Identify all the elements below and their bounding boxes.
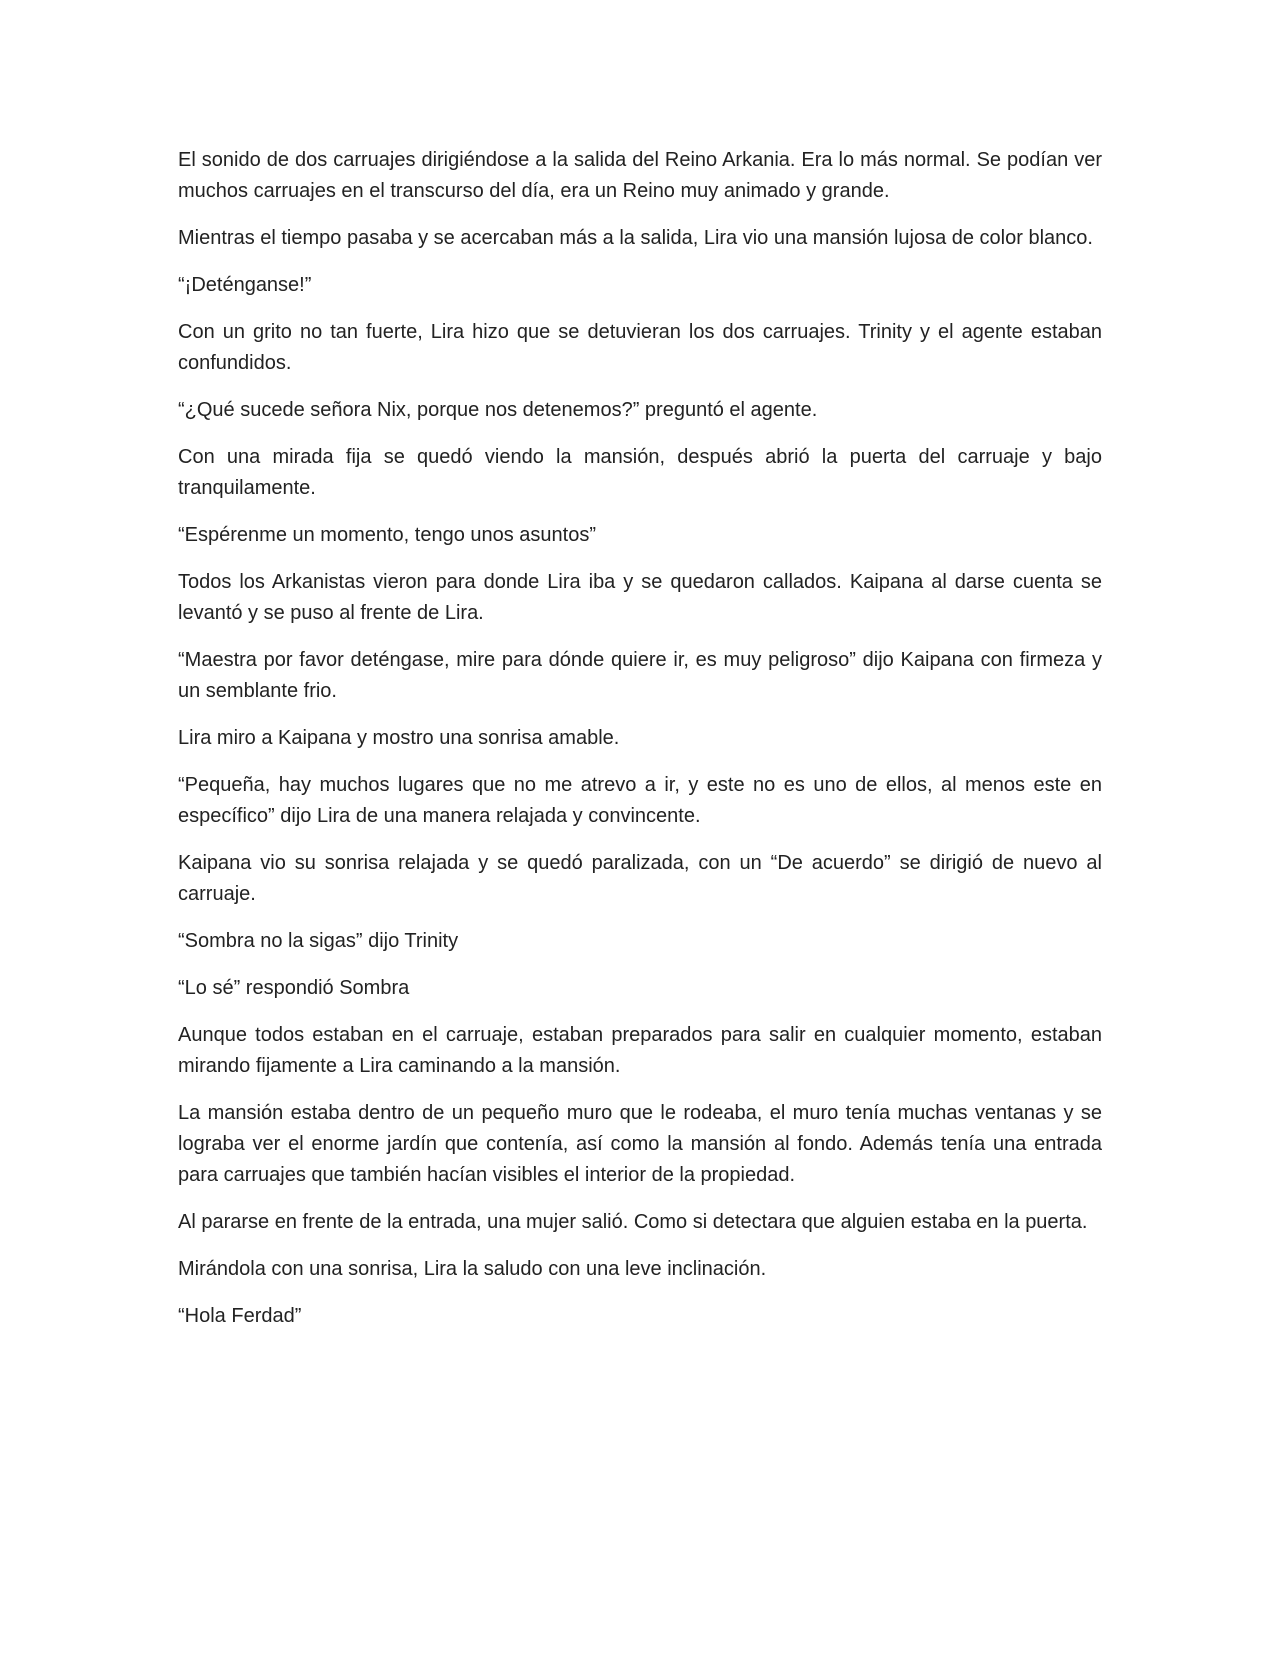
paragraph: La mansión estaba dentro de un pequeño muro que le rodeaba, el muro tenía muchas ventanas y se lograba ver el enorme jardín que contenía, así como la mansión al fondo. Además tenía una entrada para carruajes que también hacían visibles el interior de la propiedad. (178, 1102, 1102, 1186)
paragraph: Todos los Arkanistas vieron para donde Lira iba y se quedaron callados. Kaipana al darse cuenta se levantó y se puso al frente de Lira. (178, 571, 1102, 624)
paragraph: “Maestra por favor deténgase, mire para dónde quiere ir, es muy peligroso” dijo Kaipana con firmeza y un semblante frio. (178, 649, 1102, 702)
paragraph: Con un grito no tan fuerte, Lira hizo que se detuvieran los dos carruajes. Trinity y el agente estaban confundidos. (178, 321, 1102, 374)
paragraph: Lira miro a Kaipana y mostro una sonrisa amable. (178, 727, 620, 749)
paragraph: Kaipana vio su sonrisa relajada y se quedó paralizada, con un “De acuerdo” se dirigió de nuevo al carruaje. (178, 852, 1102, 905)
paragraph: Al pararse en frente de la entrada, una mujer salió. Como si detectara que alguien estaba en la puerta. (178, 1211, 1088, 1233)
paragraph: Aunque todos estaban en el carruaje, estaban preparados para salir en cualquier momento, estaban mirando fijamente a Lira caminando a la mansión. (178, 1024, 1102, 1077)
paragraph: Mientras el tiempo pasaba y se acercaban más a la salida, Lira vio una mansión lujosa de color blanco. (178, 227, 1093, 249)
document-page (178, 145, 1102, 1348)
paragraph: Con una mirada fija se quedó viendo la mansión, después abrió la puerta del carruaje y bajo tranquilamente. (178, 446, 1102, 499)
paragraph: El sonido de dos carruajes dirigiéndose a la salida del Reino Arkania. Era lo más normal. Se podían ver muchos carruajes en el transcurso del día, era un Reino muy animado y grande. (178, 149, 1102, 202)
paragraph: “¿Qué sucede señora Nix, porque nos detenemos?” preguntó el agente. (178, 399, 818, 421)
paragraph: “Espérenme un momento, tengo unos asuntos” (178, 524, 597, 546)
paragraph: “¡Deténganse!” (178, 274, 312, 296)
paragraph: “Hola Ferdad” (178, 1305, 302, 1327)
paragraph: “Lo sé” respondió Sombra (178, 977, 410, 999)
paragraph: “Sombra no la sigas” dijo Trinity (178, 930, 459, 952)
paragraph: Mirándola con una sonrisa, Lira la saludo con una leve inclinación. (178, 1258, 767, 1280)
paragraph: “Pequeña, hay muchos lugares que no me atrevo a ir, y este no es uno de ellos, al menos este en específico” dijo Lira de una manera relajada y convincente. (178, 774, 1102, 827)
